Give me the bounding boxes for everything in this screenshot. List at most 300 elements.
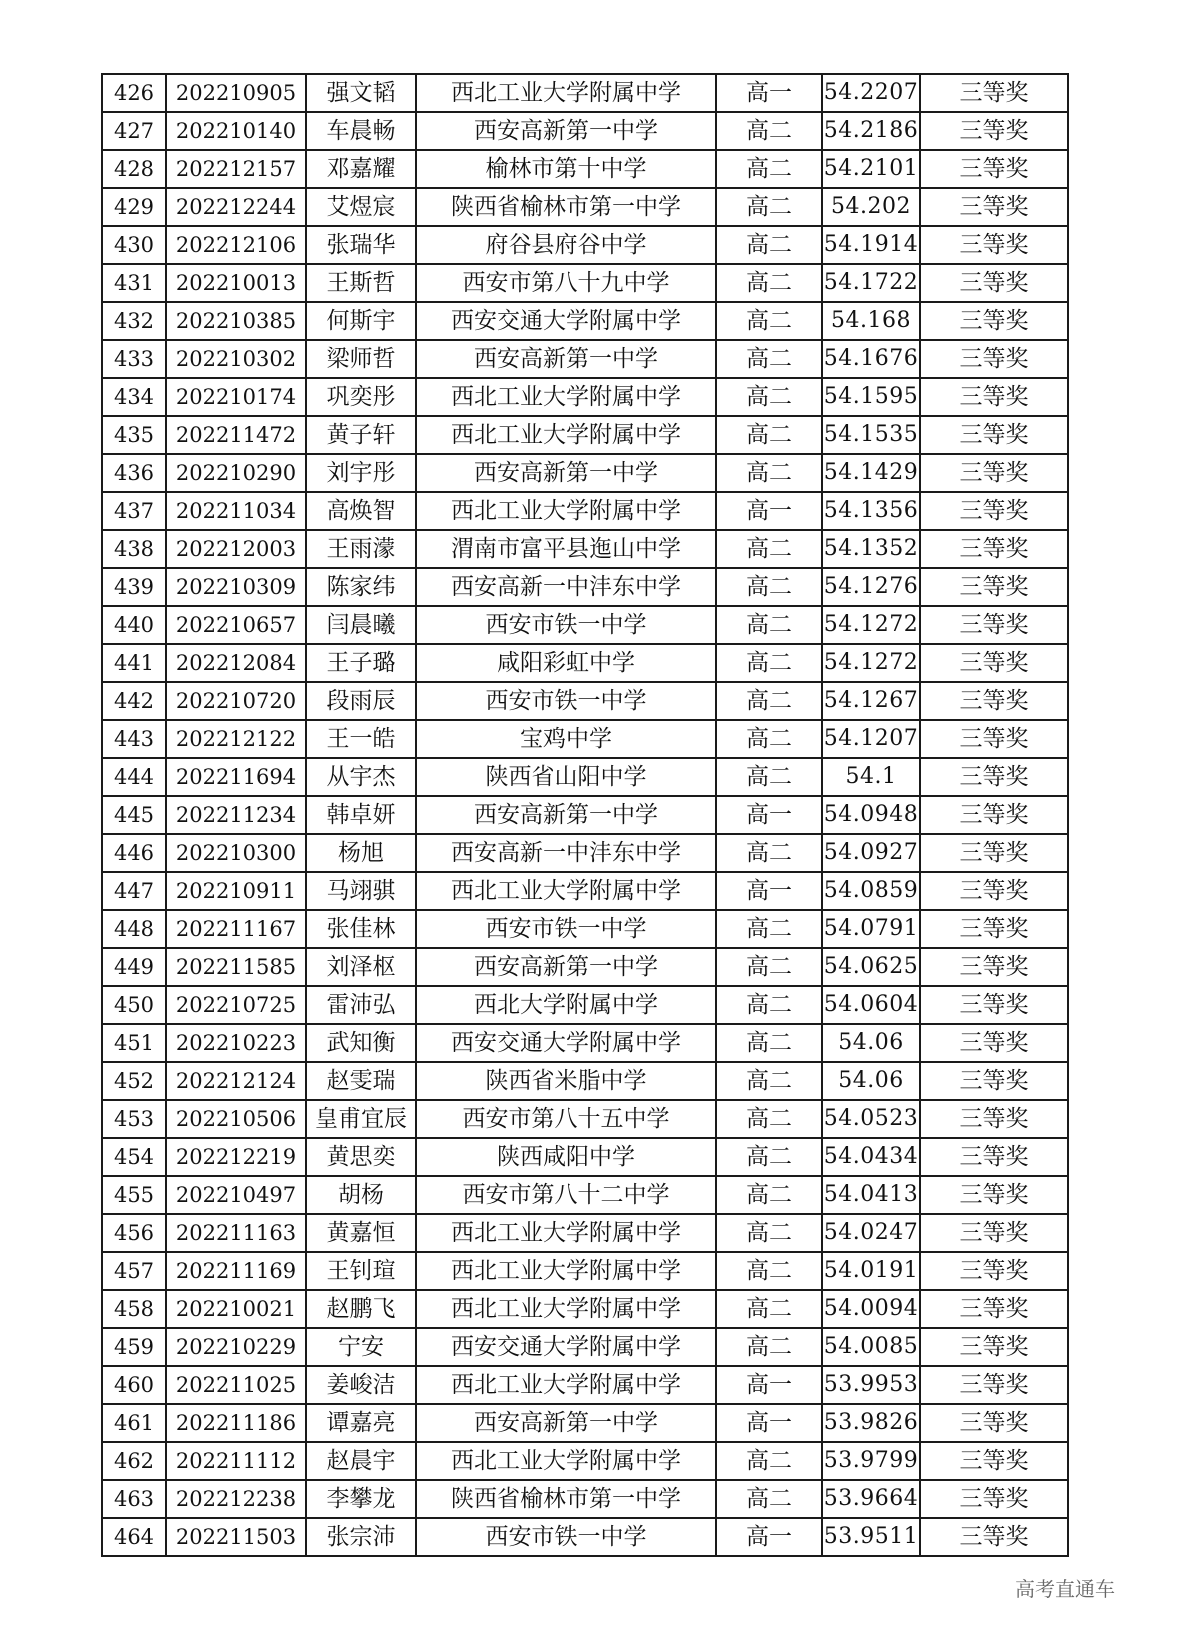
grade-cell: 高二 xyxy=(716,682,822,720)
school-cell: 西北工业大学附属中学 xyxy=(416,1366,716,1404)
student-id-cell: 202211025 xyxy=(166,1366,306,1404)
student-name-cell: 马翊骐 xyxy=(306,872,416,910)
table-row xyxy=(102,188,1068,226)
award-cell: 三等奖 xyxy=(920,1328,1068,1366)
award-cell: 三等奖 xyxy=(920,910,1068,948)
school-cell: 西安高新一中沣东中学 xyxy=(416,834,716,872)
award-cell: 三等奖 xyxy=(920,1062,1068,1100)
table-row xyxy=(102,872,1068,910)
rank-cell: 429 xyxy=(102,188,166,226)
grade-cell: 高二 xyxy=(716,1480,822,1518)
table-row xyxy=(102,1214,1068,1252)
grade-cell: 高二 xyxy=(716,1442,822,1480)
score-cell: 54.202 xyxy=(822,188,920,226)
score-cell: 54.1356 xyxy=(822,492,920,530)
table-row xyxy=(102,1366,1068,1404)
table-row xyxy=(102,796,1068,834)
student-name-cell: 刘宇彤 xyxy=(306,454,416,492)
student-id-cell: 202210300 xyxy=(166,834,306,872)
student-name-cell: 姜峻洁 xyxy=(306,1366,416,1404)
grade-cell: 高二 xyxy=(716,340,822,378)
student-name-cell: 黄思奕 xyxy=(306,1138,416,1176)
student-name-cell: 何斯宇 xyxy=(306,302,416,340)
rank-cell: 437 xyxy=(102,492,166,530)
school-cell: 西安高新第一中学 xyxy=(416,454,716,492)
award-cell: 三等奖 xyxy=(920,530,1068,568)
student-name-cell: 胡杨 xyxy=(306,1176,416,1214)
award-cell: 三等奖 xyxy=(920,796,1068,834)
school-cell: 宝鸡中学 xyxy=(416,720,716,758)
grade-cell: 高二 xyxy=(716,1290,822,1328)
rank-cell: 454 xyxy=(102,1138,166,1176)
school-cell: 西北工业大学附属中学 xyxy=(416,1214,716,1252)
score-cell: 54.06 xyxy=(822,1024,920,1062)
rank-cell: 458 xyxy=(102,1290,166,1328)
rank-cell: 457 xyxy=(102,1252,166,1290)
results-table xyxy=(101,73,1069,1557)
table-row xyxy=(102,834,1068,872)
school-cell: 西安市铁一中学 xyxy=(416,1518,716,1556)
student-id-cell: 202211472 xyxy=(166,416,306,454)
score-cell: 54.1535 xyxy=(822,416,920,454)
student-id-cell: 202211694 xyxy=(166,758,306,796)
score-cell: 54.2186 xyxy=(822,112,920,150)
table-row xyxy=(102,1138,1068,1176)
student-name-cell: 杨旭 xyxy=(306,834,416,872)
student-name-cell: 宁安 xyxy=(306,1328,416,1366)
school-cell: 西北大学附属中学 xyxy=(416,986,716,1024)
student-name-cell: 从宇杰 xyxy=(306,758,416,796)
student-id-cell: 202211169 xyxy=(166,1252,306,1290)
student-id-cell: 202210725 xyxy=(166,986,306,1024)
school-cell: 陕西咸阳中学 xyxy=(416,1138,716,1176)
award-cell: 三等奖 xyxy=(920,1176,1068,1214)
school-cell: 榆林市第十中学 xyxy=(416,150,716,188)
grade-cell: 高一 xyxy=(716,492,822,530)
award-cell: 三等奖 xyxy=(920,1024,1068,1062)
rank-cell: 436 xyxy=(102,454,166,492)
student-id-cell: 202211503 xyxy=(166,1518,306,1556)
student-name-cell: 谭嘉亮 xyxy=(306,1404,416,1442)
award-cell: 三等奖 xyxy=(920,1214,1068,1252)
student-id-cell: 202210013 xyxy=(166,264,306,302)
score-cell: 54.0791 xyxy=(822,910,920,948)
student-name-cell: 强文韬 xyxy=(306,74,416,112)
student-id-cell: 202210174 xyxy=(166,378,306,416)
table-row xyxy=(102,1290,1068,1328)
grade-cell: 高二 xyxy=(716,226,822,264)
student-id-cell: 202212106 xyxy=(166,226,306,264)
score-cell: 54.0625 xyxy=(822,948,920,986)
student-id-cell: 202211163 xyxy=(166,1214,306,1252)
table-row xyxy=(102,1176,1068,1214)
student-id-cell: 202210905 xyxy=(166,74,306,112)
rank-cell: 455 xyxy=(102,1176,166,1214)
grade-cell: 高二 xyxy=(716,1176,822,1214)
score-cell: 54.1595 xyxy=(822,378,920,416)
watermark-text: 高考直通车 xyxy=(1015,1577,1115,1601)
student-id-cell: 202211112 xyxy=(166,1442,306,1480)
rank-cell: 440 xyxy=(102,606,166,644)
award-cell: 三等奖 xyxy=(920,758,1068,796)
student-name-cell: 韩卓妍 xyxy=(306,796,416,834)
award-cell: 三等奖 xyxy=(920,112,1068,150)
school-cell: 西安市铁一中学 xyxy=(416,682,716,720)
school-cell: 西北工业大学附属中学 xyxy=(416,416,716,454)
score-cell: 53.9953 xyxy=(822,1366,920,1404)
school-cell: 咸阳彩虹中学 xyxy=(416,644,716,682)
award-cell: 三等奖 xyxy=(920,1100,1068,1138)
student-id-cell: 202212084 xyxy=(166,644,306,682)
score-cell: 54.0859 xyxy=(822,872,920,910)
school-cell: 西北工业大学附属中学 xyxy=(416,872,716,910)
table-row xyxy=(102,150,1068,188)
student-id-cell: 202211585 xyxy=(166,948,306,986)
award-cell: 三等奖 xyxy=(920,720,1068,758)
student-name-cell: 赵晨宇 xyxy=(306,1442,416,1480)
rank-cell: 433 xyxy=(102,340,166,378)
grade-cell: 高二 xyxy=(716,530,822,568)
table-row xyxy=(102,682,1068,720)
table-row xyxy=(102,264,1068,302)
student-id-cell: 202210223 xyxy=(166,1024,306,1062)
student-name-cell: 张佳林 xyxy=(306,910,416,948)
rank-cell: 459 xyxy=(102,1328,166,1366)
score-cell: 54.0094 xyxy=(822,1290,920,1328)
rank-cell: 443 xyxy=(102,720,166,758)
rank-cell: 464 xyxy=(102,1518,166,1556)
student-id-cell: 202210911 xyxy=(166,872,306,910)
score-cell: 54.0948 xyxy=(822,796,920,834)
grade-cell: 高二 xyxy=(716,948,822,986)
table-row xyxy=(102,568,1068,606)
rank-cell: 435 xyxy=(102,416,166,454)
score-cell: 53.9826 xyxy=(822,1404,920,1442)
table-row xyxy=(102,1252,1068,1290)
score-cell: 54.0523 xyxy=(822,1100,920,1138)
student-id-cell: 202210021 xyxy=(166,1290,306,1328)
score-cell: 54.1 xyxy=(822,758,920,796)
award-cell: 三等奖 xyxy=(920,150,1068,188)
rank-cell: 441 xyxy=(102,644,166,682)
results-sheet xyxy=(101,73,1067,1557)
rank-cell: 444 xyxy=(102,758,166,796)
score-cell: 54.0085 xyxy=(822,1328,920,1366)
score-cell: 54.0927 xyxy=(822,834,920,872)
grade-cell: 高二 xyxy=(716,454,822,492)
table-row xyxy=(102,226,1068,264)
score-cell: 54.0434 xyxy=(822,1138,920,1176)
student-id-cell: 202212124 xyxy=(166,1062,306,1100)
school-cell: 陕西省榆林市第一中学 xyxy=(416,1480,716,1518)
rank-cell: 452 xyxy=(102,1062,166,1100)
student-name-cell: 赵雯瑞 xyxy=(306,1062,416,1100)
student-id-cell: 202210309 xyxy=(166,568,306,606)
student-id-cell: 202210290 xyxy=(166,454,306,492)
score-cell: 54.0191 xyxy=(822,1252,920,1290)
student-name-cell: 高焕智 xyxy=(306,492,416,530)
rank-cell: 438 xyxy=(102,530,166,568)
school-cell: 西安交通大学附属中学 xyxy=(416,1328,716,1366)
table-row xyxy=(102,1024,1068,1062)
rank-cell: 450 xyxy=(102,986,166,1024)
score-cell: 54.168 xyxy=(822,302,920,340)
table-row xyxy=(102,1062,1068,1100)
table-row xyxy=(102,986,1068,1024)
grade-cell: 高一 xyxy=(716,74,822,112)
grade-cell: 高二 xyxy=(716,150,822,188)
student-id-cell: 202210497 xyxy=(166,1176,306,1214)
table-row xyxy=(102,302,1068,340)
table-row xyxy=(102,758,1068,796)
rank-cell: 447 xyxy=(102,872,166,910)
school-cell: 西北工业大学附属中学 xyxy=(416,1290,716,1328)
award-cell: 三等奖 xyxy=(920,454,1068,492)
table-row xyxy=(102,1442,1068,1480)
student-id-cell: 202210302 xyxy=(166,340,306,378)
student-name-cell: 刘泽枢 xyxy=(306,948,416,986)
grade-cell: 高二 xyxy=(716,1062,822,1100)
grade-cell: 高二 xyxy=(716,568,822,606)
school-cell: 西北工业大学附属中学 xyxy=(416,492,716,530)
award-cell: 三等奖 xyxy=(920,606,1068,644)
student-name-cell: 王钊瑄 xyxy=(306,1252,416,1290)
score-cell: 54.1429 xyxy=(822,454,920,492)
award-cell: 三等奖 xyxy=(920,188,1068,226)
student-name-cell: 王子璐 xyxy=(306,644,416,682)
score-cell: 53.9799 xyxy=(822,1442,920,1480)
student-name-cell: 车晨畅 xyxy=(306,112,416,150)
rank-cell: 431 xyxy=(102,264,166,302)
school-cell: 西安高新第一中学 xyxy=(416,796,716,834)
award-cell: 三等奖 xyxy=(920,834,1068,872)
award-cell: 三等奖 xyxy=(920,986,1068,1024)
student-name-cell: 王斯哲 xyxy=(306,264,416,302)
score-cell: 54.1207 xyxy=(822,720,920,758)
table-row xyxy=(102,948,1068,986)
school-cell: 府谷县府谷中学 xyxy=(416,226,716,264)
grade-cell: 高一 xyxy=(716,872,822,910)
rank-cell: 460 xyxy=(102,1366,166,1404)
grade-cell: 高一 xyxy=(716,1366,822,1404)
school-cell: 西安市铁一中学 xyxy=(416,910,716,948)
school-cell: 西安高新第一中学 xyxy=(416,340,716,378)
award-cell: 三等奖 xyxy=(920,1138,1068,1176)
grade-cell: 高二 xyxy=(716,1328,822,1366)
student-id-cell: 202211034 xyxy=(166,492,306,530)
grade-cell: 高二 xyxy=(716,302,822,340)
grade-cell: 高二 xyxy=(716,758,822,796)
grade-cell: 高二 xyxy=(716,378,822,416)
school-cell: 西安高新第一中学 xyxy=(416,1404,716,1442)
rank-cell: 432 xyxy=(102,302,166,340)
student-name-cell: 张宗沛 xyxy=(306,1518,416,1556)
rank-cell: 456 xyxy=(102,1214,166,1252)
school-cell: 西安市第八十九中学 xyxy=(416,264,716,302)
award-cell: 三等奖 xyxy=(920,1252,1068,1290)
score-cell: 53.9664 xyxy=(822,1480,920,1518)
award-cell: 三等奖 xyxy=(920,1480,1068,1518)
grade-cell: 高二 xyxy=(716,1024,822,1062)
student-id-cell: 202212238 xyxy=(166,1480,306,1518)
grade-cell: 高一 xyxy=(716,796,822,834)
award-cell: 三等奖 xyxy=(920,568,1068,606)
table-row xyxy=(102,378,1068,416)
award-cell: 三等奖 xyxy=(920,1404,1068,1442)
grade-cell: 高二 xyxy=(716,188,822,226)
score-cell: 54.06 xyxy=(822,1062,920,1100)
rank-cell: 430 xyxy=(102,226,166,264)
student-id-cell: 202210229 xyxy=(166,1328,306,1366)
school-cell: 西北工业大学附属中学 xyxy=(416,378,716,416)
score-cell: 54.1722 xyxy=(822,264,920,302)
student-name-cell: 艾煜宸 xyxy=(306,188,416,226)
rank-cell: 426 xyxy=(102,74,166,112)
award-cell: 三等奖 xyxy=(920,682,1068,720)
grade-cell: 高二 xyxy=(716,264,822,302)
school-cell: 西安交通大学附属中学 xyxy=(416,302,716,340)
score-cell: 54.1272 xyxy=(822,606,920,644)
table-row xyxy=(102,1480,1068,1518)
school-cell: 西安高新一中沣东中学 xyxy=(416,568,716,606)
award-cell: 三等奖 xyxy=(920,872,1068,910)
grade-cell: 高二 xyxy=(716,720,822,758)
grade-cell: 高二 xyxy=(716,644,822,682)
student-id-cell: 202211234 xyxy=(166,796,306,834)
grade-cell: 高一 xyxy=(716,1404,822,1442)
rank-cell: 448 xyxy=(102,910,166,948)
grade-cell: 高二 xyxy=(716,834,822,872)
student-name-cell: 李攀龙 xyxy=(306,1480,416,1518)
student-id-cell: 202210720 xyxy=(166,682,306,720)
table-row xyxy=(102,112,1068,150)
school-cell: 西安市铁一中学 xyxy=(416,606,716,644)
student-id-cell: 202212244 xyxy=(166,188,306,226)
grade-cell: 高二 xyxy=(716,416,822,454)
student-id-cell: 202212157 xyxy=(166,150,306,188)
school-cell: 西北工业大学附属中学 xyxy=(416,1252,716,1290)
student-name-cell: 张瑞华 xyxy=(306,226,416,264)
grade-cell: 高二 xyxy=(716,1252,822,1290)
grade-cell: 高二 xyxy=(716,112,822,150)
score-cell: 54.0413 xyxy=(822,1176,920,1214)
score-cell: 54.1914 xyxy=(822,226,920,264)
score-cell: 54.1272 xyxy=(822,644,920,682)
score-cell: 54.1276 xyxy=(822,568,920,606)
table-row xyxy=(102,492,1068,530)
rank-cell: 446 xyxy=(102,834,166,872)
school-cell: 西安交通大学附属中学 xyxy=(416,1024,716,1062)
score-cell: 53.9511 xyxy=(822,1518,920,1556)
grade-cell: 高二 xyxy=(716,986,822,1024)
award-cell: 三等奖 xyxy=(920,1290,1068,1328)
score-cell: 54.1352 xyxy=(822,530,920,568)
grade-cell: 高二 xyxy=(716,1214,822,1252)
school-cell: 陕西省山阳中学 xyxy=(416,758,716,796)
table-row xyxy=(102,74,1068,112)
table-row xyxy=(102,1100,1068,1138)
student-name-cell: 巩奕彤 xyxy=(306,378,416,416)
award-cell: 三等奖 xyxy=(920,1366,1068,1404)
score-cell: 54.2207 xyxy=(822,74,920,112)
award-cell: 三等奖 xyxy=(920,378,1068,416)
award-cell: 三等奖 xyxy=(920,226,1068,264)
table-row xyxy=(102,340,1068,378)
rank-cell: 427 xyxy=(102,112,166,150)
school-cell: 西北工业大学附属中学 xyxy=(416,74,716,112)
school-cell: 西北工业大学附属中学 xyxy=(416,1442,716,1480)
student-id-cell: 202211186 xyxy=(166,1404,306,1442)
student-name-cell: 闫晨曦 xyxy=(306,606,416,644)
grade-cell: 高二 xyxy=(716,1100,822,1138)
student-name-cell: 黄子轩 xyxy=(306,416,416,454)
student-id-cell: 202210657 xyxy=(166,606,306,644)
rank-cell: 451 xyxy=(102,1024,166,1062)
student-id-cell: 202211167 xyxy=(166,910,306,948)
table-row xyxy=(102,1328,1068,1366)
award-cell: 三等奖 xyxy=(920,264,1068,302)
rank-cell: 445 xyxy=(102,796,166,834)
school-cell: 陕西省榆林市第一中学 xyxy=(416,188,716,226)
student-id-cell: 202210506 xyxy=(166,1100,306,1138)
student-id-cell: 202212219 xyxy=(166,1138,306,1176)
award-cell: 三等奖 xyxy=(920,302,1068,340)
rank-cell: 442 xyxy=(102,682,166,720)
student-name-cell: 皇甫宜辰 xyxy=(306,1100,416,1138)
table-row xyxy=(102,720,1068,758)
student-id-cell: 202210140 xyxy=(166,112,306,150)
student-name-cell: 段雨辰 xyxy=(306,682,416,720)
award-cell: 三等奖 xyxy=(920,74,1068,112)
table-row xyxy=(102,416,1068,454)
student-name-cell: 王一皓 xyxy=(306,720,416,758)
score-cell: 54.1676 xyxy=(822,340,920,378)
score-cell: 54.0247 xyxy=(822,1214,920,1252)
student-name-cell: 王雨濛 xyxy=(306,530,416,568)
grade-cell: 高一 xyxy=(716,1518,822,1556)
table-row xyxy=(102,910,1068,948)
award-cell: 三等奖 xyxy=(920,644,1068,682)
school-cell: 西安高新第一中学 xyxy=(416,112,716,150)
student-name-cell: 陈家纬 xyxy=(306,568,416,606)
table-row xyxy=(102,644,1068,682)
student-name-cell: 梁师哲 xyxy=(306,340,416,378)
school-cell: 西安市第八十五中学 xyxy=(416,1100,716,1138)
rank-cell: 462 xyxy=(102,1442,166,1480)
table-row xyxy=(102,1404,1068,1442)
student-name-cell: 黄嘉恒 xyxy=(306,1214,416,1252)
student-name-cell: 武知衡 xyxy=(306,1024,416,1062)
student-id-cell: 202212122 xyxy=(166,720,306,758)
grade-cell: 高二 xyxy=(716,1138,822,1176)
rank-cell: 439 xyxy=(102,568,166,606)
award-cell: 三等奖 xyxy=(920,340,1068,378)
award-cell: 三等奖 xyxy=(920,1442,1068,1480)
results-table-body xyxy=(102,74,1068,1556)
grade-cell: 高二 xyxy=(716,910,822,948)
table-row xyxy=(102,530,1068,568)
student-name-cell: 邓嘉耀 xyxy=(306,150,416,188)
student-id-cell: 202212003 xyxy=(166,530,306,568)
table-row xyxy=(102,1518,1068,1556)
school-cell: 西安高新第一中学 xyxy=(416,948,716,986)
school-cell: 渭南市富平县迤山中学 xyxy=(416,530,716,568)
student-name-cell: 赵鹏飞 xyxy=(306,1290,416,1328)
student-name-cell: 雷沛弘 xyxy=(306,986,416,1024)
award-cell: 三等奖 xyxy=(920,416,1068,454)
score-cell: 54.1267 xyxy=(822,682,920,720)
student-id-cell: 202210385 xyxy=(166,302,306,340)
